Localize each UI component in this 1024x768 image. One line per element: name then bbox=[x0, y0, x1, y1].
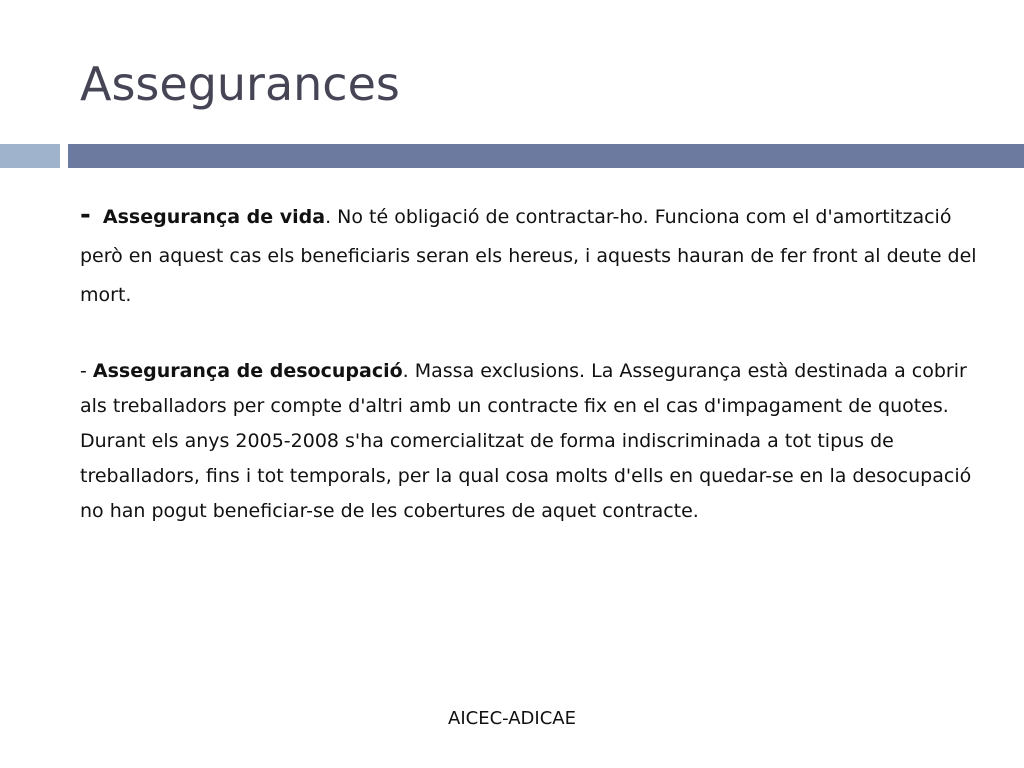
title-divider-bar bbox=[68, 144, 1024, 168]
unemployment-insurance-text: . Massa exclusions. La Assegurança està destinada a cobrir als treballadors per compte d'altri amb un contracte fix en el cas d'impagament de quotes. Durant els anys 2005-2008 s'ha comercialitzat de forma indiscriminada a tot tipus de treballadors, fins i tot temporals, per la qual cosa molts d'ells en quedar-se en la desocupació no han pogut beneficiar-se de les cobertures de aquet contracte. bbox=[80, 360, 972, 522]
slide-footer: AICEC-ADICAE bbox=[448, 708, 576, 729]
unemployment-insurance-heading: Assegurança de desocupació bbox=[92, 360, 403, 382]
life-insurance-heading: Assegurança de vida bbox=[102, 206, 326, 228]
life-insurance-text: . No té obligació de contractar-ho. Funciona com el d'amortització però en aquest cas els beneficiaris seran els hereus, i aquests hauran de fer front al deute del mort. bbox=[80, 206, 977, 306]
title-divider-accent bbox=[0, 144, 60, 168]
bullet-dash: - bbox=[80, 360, 87, 382]
paragraph-unemployment-insurance bbox=[80, 354, 980, 529]
bullet-dash: - bbox=[80, 200, 91, 230]
paragraph-life-insurance bbox=[80, 196, 980, 315]
slide-title: Assegurances bbox=[80, 57, 400, 111]
slide-body bbox=[80, 196, 980, 529]
